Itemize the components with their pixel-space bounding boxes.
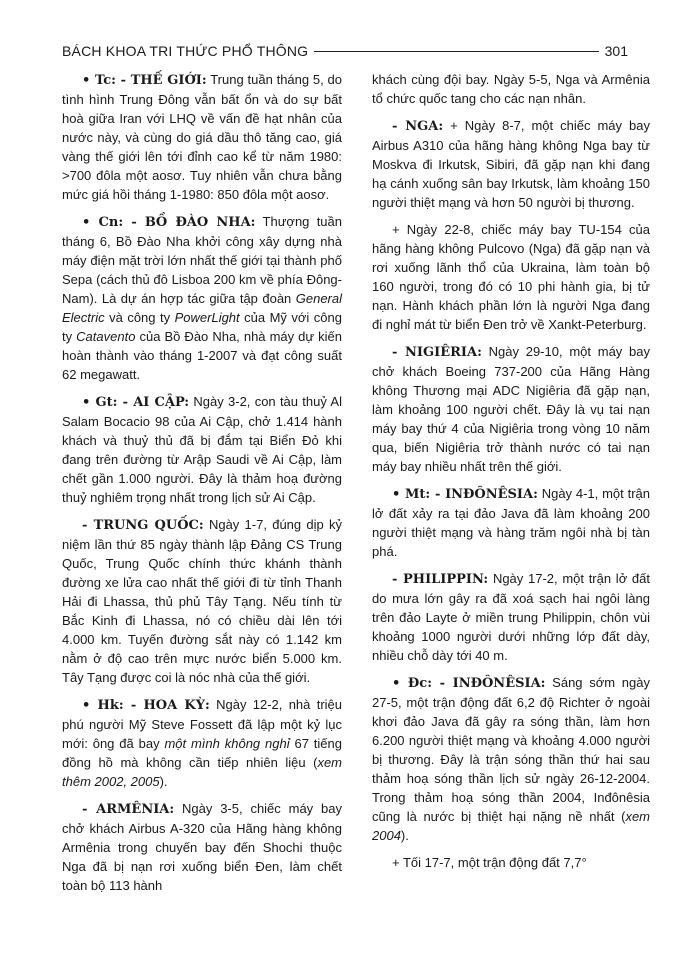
entry-italic: General Electric <box>62 291 342 325</box>
entry-text: Ngày 4-1, một trận lở đất xảy ra tại đảo Java đã làm khoảng 200 người thiệt mạng và hàng trăm ngôi nhà bị tàn phá. <box>372 486 650 559</box>
entry-gia-vang <box>62 70 342 204</box>
entry-italic: xem 2004 <box>372 809 650 843</box>
left-column <box>62 70 342 895</box>
entry-tag: • Mt: - INĐÔNÊSIA: <box>392 487 538 502</box>
entry-italic: PowerLight <box>174 310 240 325</box>
entry-tag: • Đc: - INĐÔNÊSIA: <box>392 676 546 691</box>
entry-text: Ngày 29-10, một máy bay chở khách Boeing 737-200 của Hãng Hàng không Thương mại ADC Nigiêria đã gặp nạn, làm khoảng 100 người chết. Đây là vụ tai nạn máy bay thứ 4 của Nigiêria trong vòng 10 năm qua, biến Nigiêria trở thành nước có tai nạn máy bay nhiều nhất trên thế giới. <box>372 344 650 474</box>
entry-text: ). <box>400 828 409 843</box>
entry-text: Trung tuần tháng 5, do tình hình Trung Đông vẫn bất ổn và do sự bất hoà giữa Iran với LHQ về vấn đề hạt nhân của nước này, và cùng do giá dầu thô tăng cao, giá vàng thế giới lên tới đỉnh cao kể từ năm 1980: >700 đôla một aosơ. Tuy nhiên vẫn chưa bằng mức giá hồi tháng 1-1980: 850 đôla một aosơ. <box>62 72 342 202</box>
entry-tag: - TRUNG QUỐC: <box>82 518 204 533</box>
page-header <box>62 40 628 62</box>
entry-nga <box>372 116 650 212</box>
entry-text: Ngày 12-2, nhà triệu phú người Mỹ Steve Fossett đã lập một kỷ lục mới: ông đã bay <box>62 697 342 751</box>
entry-nga-tu154: + Ngày 22-8, chiếc máy bay TU-154 của hãng hàng không Pulcovo (Nga) đã gặp nạn và rơi xuống lãnh thổ của Ukraina, làm toàn bộ 160 người, trong đó có 10 phi hành gia, bị tử nạn. Hành khách phần lớn là người Nga đang đi nghỉ mát từ biển Đen trở về Xankt-Peterburg. <box>372 222 650 332</box>
entry-tag: - NIGIÊRIA: <box>392 345 482 360</box>
entry-text: ). <box>159 774 168 789</box>
entry-text: Ngày 17-2, một trận lở đất do mưa lớn gây ra đã xoá sạch hai ngôi làng trên đảo Layte ở miền trung Philippin, chôn vùi khoảng 1000 người dưới những lớp đất dày, nhiều chỗ dày tới 40 m. <box>372 571 650 663</box>
entry-italic: Catavento <box>76 329 136 344</box>
entry-tag: - PHILIPPIN: <box>392 572 489 587</box>
entry-text: Ngày 3-5, chiếc máy bay chở khách Airbus A-320 của Hãng hàng không Armênia trong chuyến bay đến Shochi thuộc Nga đã bị nạn rơi xuống biển Đen, làm chết toàn bộ 113 hành <box>62 801 342 893</box>
entry-trung-quoc <box>62 515 342 687</box>
entry-tag: - ARMÊNIA: <box>82 802 175 817</box>
entry-bo-dao-nha <box>62 212 342 384</box>
entry-text: + Ngày 8-7, một chiếc máy bay Airbus A310 của hãng hàng không Nga bay từ Moskva đi Irkutsk, Sibiri, đã gặp nạn khi đang hạ cánh xuống sân bay Irkutsk, làm khoảng 150 người thiệt mạng và hơn 50 người bị thương. <box>372 118 650 210</box>
entry-text: của Bồ Đào Nha, nhà máy dự kiến hoàn thành vào tháng 1-2007 và đạt công suất 62 megawatt. <box>62 329 343 382</box>
entry-tag: • Gt: - AI CẬP: <box>82 395 190 410</box>
entry-indonesia-dong-dat <box>372 673 650 845</box>
entry-tag: • Hk: - HOA KỲ: <box>82 698 210 713</box>
entry-text: Ngày 1-7, đúng dịp kỷ niệm lần thứ 85 ngày thành lập Đảng CS Trung Quốc, Trung Quốc chính thức khánh thành đường xe lửa cao nhất thế giới đi từ tỉnh Thanh Hải đi Lhassa, thủ phủ Tây Tạng. Nếu tính từ Bắc Kinh đi Lhassa, nó có chiều dài lên tới 4.000 km. Tuyến đường sắt này có 1.142 km nằm ở độ cao trên mực nước biển 5.000 km. Tây Tạng được coi là nóc nhà của thế giới. <box>62 517 343 685</box>
entry-indonesia-lo-dat <box>372 484 650 561</box>
entry-ai-cap <box>62 392 342 507</box>
entry-text: và công ty <box>104 310 175 325</box>
entry-nigieria <box>372 342 650 476</box>
entry-tag: • Cn: - BỒ ĐÀO NHA: <box>82 215 256 230</box>
page-number: 301 <box>604 43 628 59</box>
entry-text: Sáng sớm ngày 27-5, một trận động đất 6,2 độ Richter ở ngoài khơi đảo Java đã gây ra sóng thần, làm hơn 6.200 người thiệt mạng và khoảng 4.000 người bị thương. Đây là trận sóng thần thứ hai sau thảm hoạ sóng thần lịch sử ngày 26-12-2004. Trong thảm hoạ sóng thần 2004, Inđônêsia cũng là nước bị thiệt hại nặng nề nhất ( <box>372 675 650 824</box>
entry-text: của Mỹ với công ty <box>62 310 342 344</box>
entry-philippin <box>372 569 650 665</box>
entry-italic: xem thêm 2002, 2005 <box>62 755 342 789</box>
entry-hoa-ky <box>62 695 342 791</box>
entry-text: 67 tiếng đồng hồ mà không cần tiếp nhiên liệu ( <box>62 736 342 770</box>
entry-armenia-continued: khách cùng đội bay. Ngày 5-5, Nga và Armênia tổ chức quốc tang cho các nạn nhân. <box>372 72 650 106</box>
entry-italic: một mình không nghỉ <box>164 736 290 751</box>
entry-armenia <box>62 799 342 895</box>
entry-text: Ngày 3-2, con tàu thuỷ Al Salam Bocacio 98 của Ai Cập, chở 1.414 hành khách và thuỷ thủ đã bị đắm tại Biển Đỏ khi đang trên đường từ Arập Saudi về Ai Cập, làm chết gần 1.000 người. Đây là thảm hoạ đường thuỷ nghiêm trọng nhất trong lịch sử Ai Cập. <box>62 394 342 505</box>
header-rule <box>314 51 598 52</box>
entry-text: Thượng tuần tháng 6, Bồ Đào Nha khởi công xây dựng nhà máy điện mặt trời lớn nhất thế giới tại thành phố Sepa (cách thủ đô Lisboa 200 km về phía Đông-Nam). Là dự án hợp tác giữa tập đoàn <box>62 214 342 306</box>
entry-dong-dat-17-7: + Tối 17-7, một trận động đất 7,7° <box>392 855 587 870</box>
running-title: BÁCH KHOA TRI THỨC PHỔ THÔNG <box>62 43 309 59</box>
entry-tag: • Tc: - THẾ GIỚI: <box>82 73 207 88</box>
right-column <box>372 70 650 872</box>
entry-tag: - NGA: <box>392 119 444 134</box>
